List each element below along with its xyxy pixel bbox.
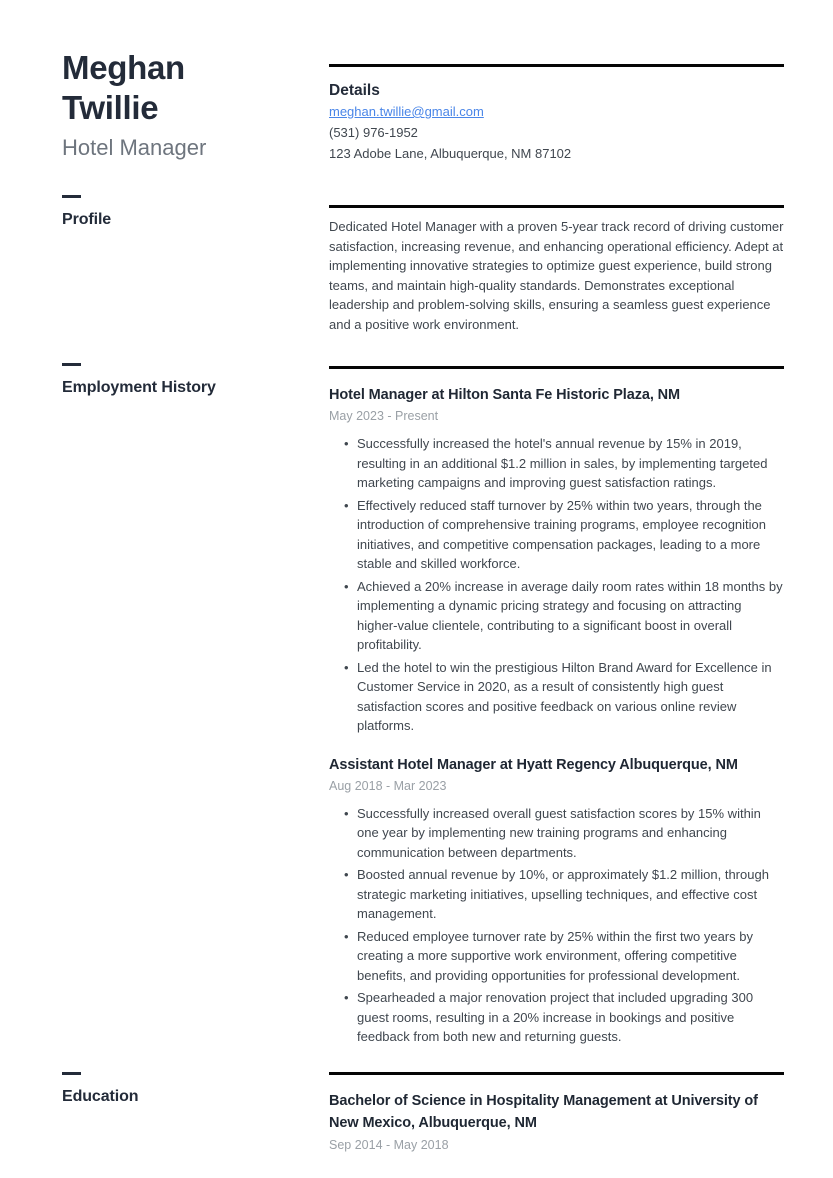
job-bullet: • Reduced employee turnover rate by 25% within the first two years by creating a more supportive work environment, offering competitive benefits, and providing opportunities for professional development. xyxy=(357,927,784,986)
person-role: Hotel Manager xyxy=(62,135,207,160)
email-link[interactable]: meghan.twillie@gmail.com xyxy=(329,104,484,119)
sidebar-section-employment-history xyxy=(62,363,307,398)
postal-address: 123 Adobe Lane, Albuquerque, NM 87102 xyxy=(329,146,572,161)
divider-rule xyxy=(329,205,784,208)
phone-number: (531) 976-1952 xyxy=(329,125,418,140)
sidebar-heading-education: Education xyxy=(62,1088,139,1105)
job-bullet: • Led the hotel to win the prestigious Hilton Brand Award for Excellence in Customer Service in 2020, as a result of consistently high guest satisfaction scores and positive feedback on various online review platforms. xyxy=(357,658,784,736)
person-name: Meghan Twillie xyxy=(62,49,185,126)
employment-history-section xyxy=(329,366,784,1050)
name-block xyxy=(62,48,302,162)
sidebar-section-profile xyxy=(62,195,307,230)
job-bullet: • Effectively reduced staff turnover by 25% within two years, through the introduction of comprehensive training programs, employee recognition initiatives, and competitive compensation packages, leading to a more stable and skilled workforce. xyxy=(357,496,784,574)
education-section xyxy=(329,1072,784,1154)
job-bullet-list xyxy=(329,804,784,1047)
section-dash xyxy=(62,195,81,198)
education-degree-title: Bachelor of Science in Hospitality Management at University of New Mexico, Albuquerque, NM xyxy=(329,1093,758,1131)
job-bullet-list xyxy=(329,434,784,736)
sidebar-section-education xyxy=(62,1072,307,1107)
job-bullet: • Boosted annual revenue by 10%, or approximately $1.2 million, through strategic marketing initiatives, upselling techniques, and effective cost management. xyxy=(357,865,784,924)
profile-summary: Dedicated Hotel Manager with a proven 5-year track record of driving customer satisfaction, increasing revenue, and enhancing operational efficiency. Adept at implementing innovative strategies to optimize guest experience, build strong teams, and maintain high-quality standards. Demonstrates exceptional leadership and problem-solving skills, ensuring a seamless guest experience and a positive work environment. xyxy=(329,219,784,332)
section-dash xyxy=(62,363,81,366)
sidebar-heading-profile: Profile xyxy=(62,211,112,228)
job-bullet: • Successfully increased overall guest satisfaction scores by 15% within one year by implementing new training programs and enhancing communication between departments. xyxy=(357,804,784,863)
job-period: May 2023 - Present xyxy=(329,409,439,423)
details-section xyxy=(329,64,784,164)
education-period: Sep 2014 - May 2018 xyxy=(329,1138,449,1152)
divider-rule xyxy=(329,1072,784,1075)
job-bullet: • Achieved a 20% increase in average daily room rates within 18 months by implementing a dynamic pricing strategy and focusing on attracting higher-value clientele, contributing to a significant boost in overall profitability. xyxy=(357,577,784,655)
job-period: Aug 2018 - Mar 2023 xyxy=(329,778,447,793)
divider-rule xyxy=(329,64,784,67)
section-dash xyxy=(62,1072,81,1075)
divider-rule xyxy=(329,366,784,369)
details-heading: Details xyxy=(329,82,380,99)
profile-section xyxy=(329,205,784,334)
job-bullet: • Successfully increased the hotel's annual revenue by 15% in 2019, resulting in an additional $1.2 million in sales, by implementing targeted marketing campaigns and improving guest satisfaction ratings. xyxy=(357,434,784,493)
job-title: Assistant Hotel Manager at Hyatt Regency Albuquerque, NM xyxy=(329,756,738,773)
job-title: Hotel Manager at Hilton Santa Fe Historic Plaza, NM xyxy=(329,387,681,403)
sidebar-heading-employment-history: Employment History xyxy=(62,379,216,396)
job-bullet: • Spearheaded a major renovation project that included upgrading 300 guest rooms, resulting in a 20% increase in bookings and positive feedback from both new and returning guests. xyxy=(357,988,784,1047)
